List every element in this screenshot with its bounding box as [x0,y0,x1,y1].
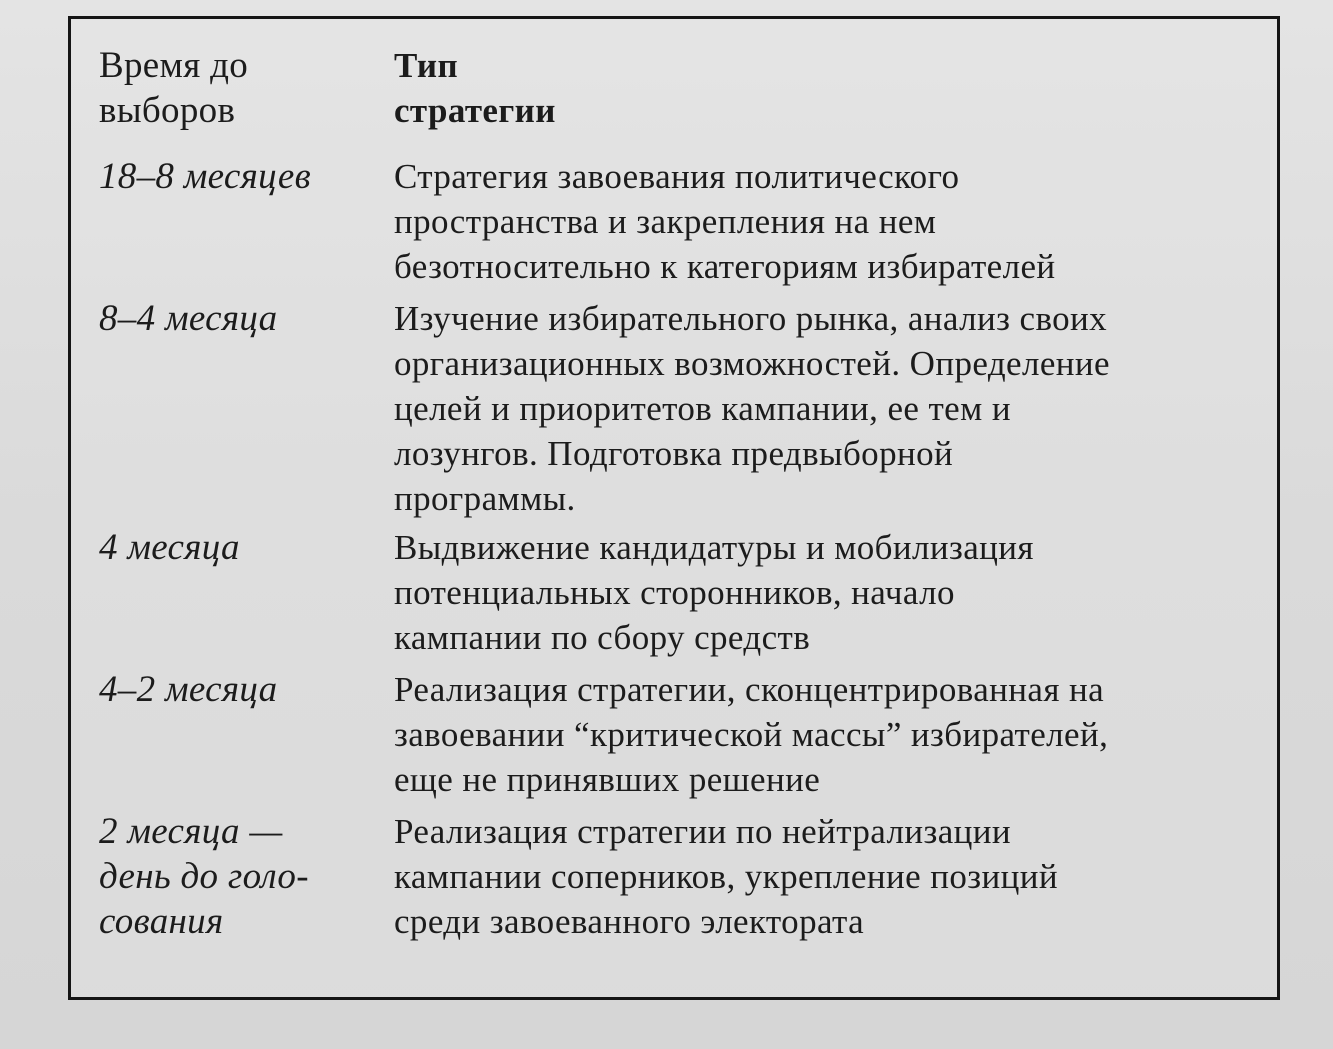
row-time-line: 18–8 месяцев [99,156,311,197]
row-type-cell [394,809,1274,944]
header-time-line: выборов [99,90,236,131]
row-type-line: Стратегия завоевания политического [394,157,960,196]
strategy-table [68,16,1280,1000]
row-time-line: 2 месяца — [99,811,283,852]
row-type-line: лозунгов. Подготовка предвыборной [394,434,954,473]
row-time-cell [99,296,369,341]
row-type-cell [394,525,1274,660]
row-type-line: Выдвижение кандидатуры и мобилизация [394,528,1034,567]
row-type-line: программы. [394,479,576,518]
row-type-line: кампании соперников, укрепление позиций [394,857,1058,896]
row-type-line: среди завоеванного электората [394,902,865,941]
row-type-cell [394,154,1274,289]
row-type-line: потенциальных сторонников, начало [394,573,955,612]
row-type-line: кампании по сбору средств [394,618,811,657]
row-type-line: Реализация стратегии по нейтрализации [394,812,1012,851]
row-type-line: безотносительно к категориям избирателей [394,247,1056,286]
row-type-line: Изучение избирательного рынка, анализ своих [394,299,1108,338]
row-type-cell [394,296,1274,521]
header-type-cell [394,43,1274,133]
row-time-line: 8–4 месяца [99,298,278,339]
row-type-line: Реализация стратегии, сконцентрированная на [394,670,1105,709]
row-type-line: еще не принявших решение [394,760,821,799]
row-type-line: завоевании “критической массы” избирателей, [394,715,1109,754]
row-type-cell [394,667,1274,802]
row-time-line: 4 месяца [99,527,240,568]
row-type-line: пространства и закрепления на нем [394,202,937,241]
page-bottom-margin [0,1020,1333,1049]
row-time-line: 4–2 месяца [99,669,278,710]
header-time-line: Время до [99,45,249,86]
row-type-line: целей и приоритетов кампании, ее тем и [394,389,1011,428]
row-type-line: организационных возможностей. Определение [394,344,1110,383]
row-time-cell [99,525,369,570]
header-time-cell [99,43,369,133]
row-time-line: день до голо- [99,856,309,897]
row-time-line: сования [99,901,224,942]
row-time-cell [99,809,369,944]
row-time-cell [99,154,369,199]
header-type-line: стратегии [394,91,556,130]
header-type-line: Тип [394,46,459,85]
row-time-cell [99,667,369,712]
